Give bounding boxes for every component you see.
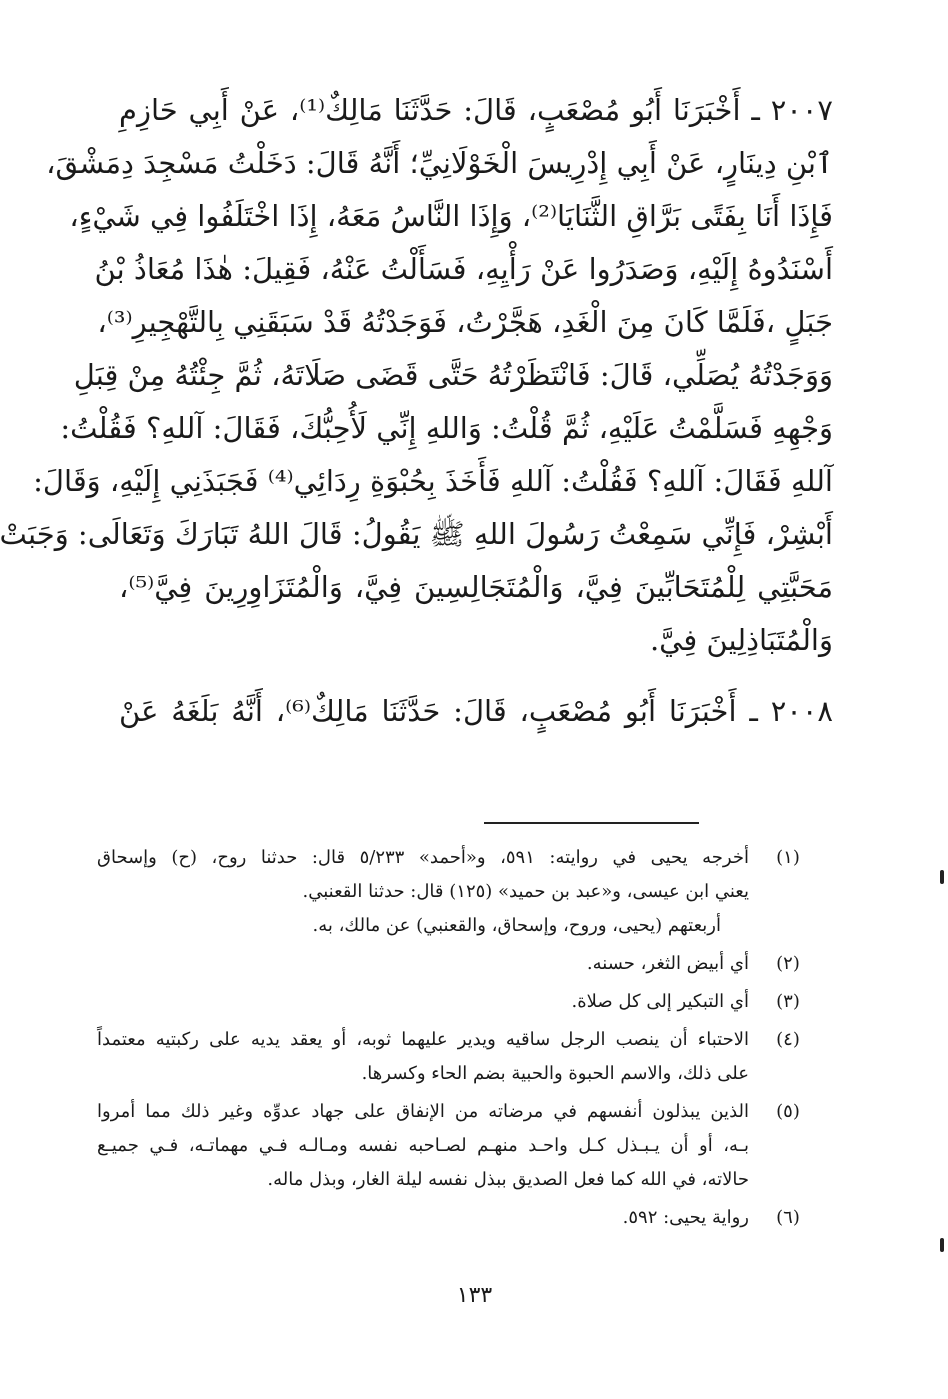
text-line: ٱبْنِ دِينَارٍ، عَنْ أَبِي إِدْرِيسَ الْخَوْلَانِيِّ؛ أَنَّهُ قَالَ: دَخَلْتُ مَسْجِدَ دِمَشْقَ،	[46, 146, 833, 180]
text-line: فَإِذَا أَنَا بِفَتًى بَرَّاقِ الثَّنَايَا⁽²⁾، وَإِذَا النَّاسُ مَعَهُ، إِذَا اخْتَلَفُوا فِي شَيْءٍ،	[69, 199, 833, 233]
footnote-number: (٢)	[776, 953, 800, 974]
footnote-divider	[484, 822, 699, 824]
footnote-number: (٣)	[776, 991, 800, 1012]
footnote-number: (١)	[776, 847, 800, 868]
footnote-number: (٦)	[776, 1207, 800, 1228]
footnote-text	[97, 1201, 749, 1235]
text-line: مَحَبَّتِي لِلْمُتَحَابِّينَ فِيَّ، وَالْمُتَجَالِسِينَ فِيَّ، وَالْمُتَزَاوِرِينَ فِيَّ⁽⁵⁾،	[119, 570, 833, 604]
text-line: وَوَجَدْتُهُ يُصَلِّي، قَالَ: فَانْتَظَرْتُهُ حَتَّى قَضَى صَلَاتَهُ، ثُمَّ جِئْتُهُ مِنْ قِبَلِ	[73, 358, 833, 392]
footnote-line: يعني ابن عيسى، و«عبد بن حميد» (١٢٥) قال: حدثنا القعنبي.	[302, 881, 749, 902]
hadith-2008	[119, 685, 833, 738]
scan-edge-mark	[940, 1238, 944, 1252]
footnote-line: الذين يبذلون أنفسهم في مرضاته من الإنفاق على جهاد عدوِّه وغير ذلك مما أمروا	[97, 1101, 749, 1122]
hadith-2007	[0, 84, 833, 667]
book-page	[1, 0, 948, 1399]
footnote-5	[97, 1095, 827, 1197]
text-line: وَالْمُتَبَاذِلِينَ فِيَّ.	[649, 623, 833, 657]
footnote-line: أي التبكير إلى كل صلاة.	[571, 991, 749, 1012]
footnote-line: رواية يحيى: ٥٩٢.	[622, 1207, 749, 1228]
footnote-line: أخرجه يحيى في روايته: ٥٩١، و«أحمد» ٥/٢٣٣ قال: حدثنا روح، (ح) وإسحاق	[97, 847, 749, 868]
footnote-line: بـه، أو أن يـبـذل كـل واحـد منهـم لصـاحبه نفسه ومـالـه فـي مهماتـه، فـي جميـع	[97, 1135, 749, 1156]
footnote-line: أي أبيض الثغر، حسنه.	[586, 953, 749, 974]
main-text	[0, 84, 833, 738]
footnote-number: (٤)	[776, 1029, 800, 1050]
footnote-6	[97, 1201, 827, 1235]
footnote-1	[97, 841, 827, 943]
text-line: أَبْشِرْ، فَإِنِّي سَمِعْتُ رَسُولَ اللهِ ﷺ يَقُولُ: قَالَ اللهُ تَبَارَكَ وَتَعَالَى: وَجَبَتْ	[0, 517, 833, 551]
scan-edge-mark	[940, 870, 944, 884]
footnote-4	[97, 1023, 827, 1091]
text-line: جَبَلٍ ،فَلَمَّا كَانَ مِنَ الْغَدِ، هَجَّرْتُ، فَوَجَدْتُهُ قَدْ سَبَقَنِي بِالتَّهْجِيرِ⁽³⁾،	[97, 305, 833, 339]
page-number: ١٣٣	[456, 1283, 493, 1308]
footnote-line: على ذلك، والاسم الحبوة والحبية بضم الحاء وكسرها.	[361, 1063, 749, 1084]
footnote-text	[97, 1023, 749, 1091]
text-line: ٢٠٠٧ ـ أَخْبَرَنَا أَبُو مُصْعَبٍ، قَالَ: حَدَّثَنَا مَالِكٌ⁽¹⁾، عَنْ أَبِي حَازِمِ	[119, 93, 833, 127]
footnote-3	[97, 985, 827, 1019]
footnote-text	[97, 985, 749, 1019]
footnotes	[97, 841, 827, 1239]
footnote-text	[97, 841, 749, 943]
footnote-number: (٥)	[776, 1101, 800, 1122]
text-line: وَجْهِهِ فَسَلَّمْتُ عَلَيْهِ، ثُمَّ قُلْتُ: وَاللهِ إِنِّي لَأُحِبُّكَ، فَقَالَ: آللهِ؟ فَقُلْتُ:	[60, 411, 833, 445]
footnote-text	[97, 947, 749, 981]
footnote-2	[97, 947, 827, 981]
paragraph-gap	[119, 667, 833, 685]
footnote-text	[97, 1095, 749, 1197]
footnote-line: أربعتهم (يحيى، وروح، وإسحاق، والقعنبي) عن مالك، به.	[312, 915, 721, 936]
text-line: ٢٠٠٨ ـ أَخْبَرَنَا أَبُو مُصْعَبٍ، قَالَ: حَدَّثَنَا مَالِكٌ⁽⁶⁾، أَنَّهُ بَلَغَهُ عَنْ	[119, 694, 833, 728]
footnote-line: الاحتباء أن ينصب الرجل ساقيه ويدير عليهما ثوبه، أو يعقد يديه على ركبتيه معتمداً	[97, 1029, 749, 1050]
text-line: آللهِ فَقَالَ: آللهِ؟ فَقُلْتُ: آللهِ فَأَخَذَ بِحُبْوَةِ رِدَائِي⁽⁴⁾ فَجَبَذَنِي إِلَيْهِ، وَقَالَ:	[33, 464, 833, 498]
footnote-line: حالاته، في الله كما فعل الصديق ببذل نفسه ليلة الغار، وبذل ماله.	[267, 1169, 749, 1190]
text-line: أَسْنَدُوهُ إِلَيْهِ، وَصَدَرُوا عَنْ رَأْيِهِ، فَسَأَلْتُ عَنْهُ، فَقِيلَ: هٰذَا مُعَاذُ بْنُ	[94, 252, 833, 286]
